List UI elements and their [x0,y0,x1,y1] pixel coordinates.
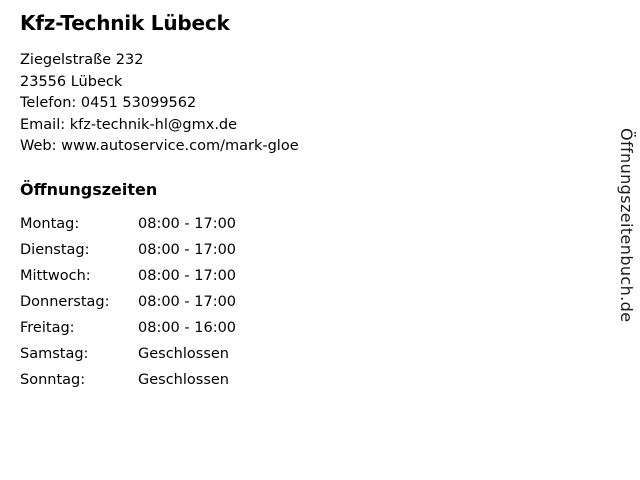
watermark-label: Öffnungszeitenbuch.de [617,128,636,323]
time-value: 08:00 - 17:00 [138,215,237,232]
day-label: Samstag: [20,345,89,362]
page-title: Kfz-Technik Lübeck [20,11,230,35]
table-row [20,319,236,345]
business-info-block [20,10,580,397]
contact-block [20,50,580,158]
time-value: 08:00 - 17:00 [138,293,237,310]
day-label: Montag: [20,215,80,232]
website-url: Web: www.autoservice.com/mark-gloe [20,138,299,154]
table-row [20,215,236,241]
day-label: Donnerstag: [20,293,110,310]
opening-hours-body [20,215,236,397]
opening-hours-table [20,215,236,397]
time-value: Geschlossen [138,345,229,362]
table-row [20,345,236,371]
day-label: Mittwoch: [20,267,91,284]
table-row [20,267,236,293]
day-label: Dienstag: [20,241,90,258]
street-address: Ziegelstraße 232 [20,52,144,68]
day-label: Freitag: [20,319,75,336]
table-row [20,371,236,397]
time-value: Geschlossen [138,371,229,388]
table-row [20,241,236,267]
phone-number: Telefon: 0451 53099562 [20,95,197,111]
email-address: Email: kfz-technik-hl@gmx.de [20,116,238,133]
time-value: 08:00 - 17:00 [138,241,237,258]
day-label: Sonntag: [20,371,86,388]
time-value: 08:00 - 16:00 [138,319,237,336]
opening-hours-heading: Öffnungszeiten [20,179,158,199]
table-row [20,293,236,319]
city-address: 23556 Lübeck [20,73,123,90]
time-value: 08:00 - 17:00 [138,267,237,284]
